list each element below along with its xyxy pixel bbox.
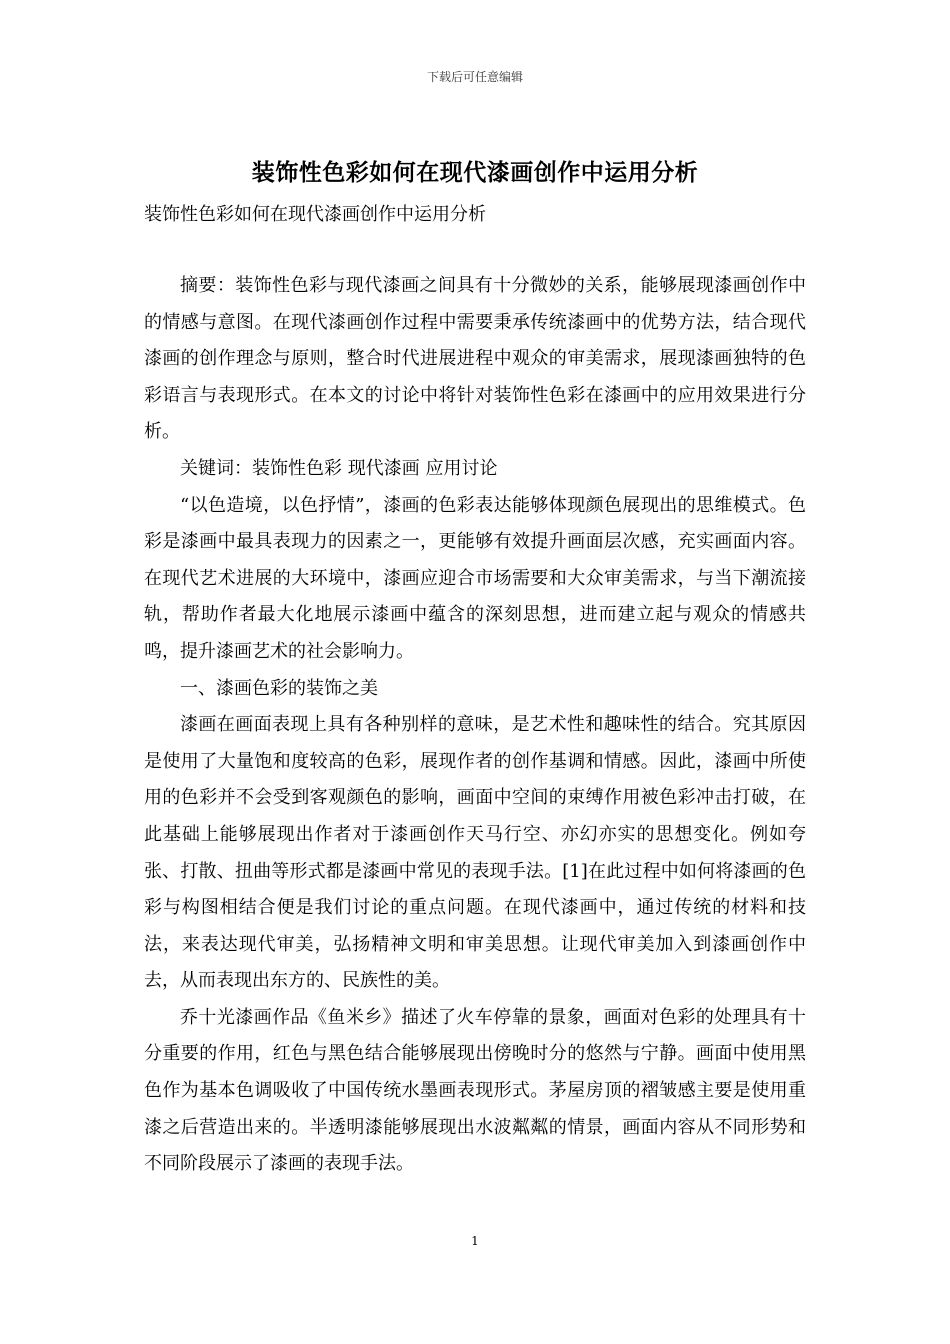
document-body [144, 268, 806, 1183]
document-subtitle: 装饰性色彩如何在现代漆画创作中运用分析 [144, 204, 486, 225]
body-paragraph: 乔十光漆画作品《鱼米乡》描述了火车停靠的景象，画面对色彩的处理具有十分重要的作用，红色与黑色结合能够展现出傍晚时分的悠然与宁静。画面中使用黑色作为基本色调吸收了中国传统水墨画表现形式。茅屋房顶的褶皱感主要是使用重漆之后营造出来的。半透明漆能够展现出水波粼粼的情景，画面内容从不同形势和不同阶段展示了漆画的表现手法。 [144, 1006, 806, 1175]
intro-paragraph: “以色造境，以色抒情”，漆画的色彩表达能够体现颜色展现出的思维模式。色彩是漆画中最具表现力的因素之一，更能够有效提升画面层次感，充实画面内容。在现代艺术进展的大环境中，漆画应迎合市场需要和大众审美需求，与当下潮流接轨，帮助作者最大化地展示漆画中蕴含的深刻思想，进而建立起与观众的情感共鸣，提升漆画艺术的社会影响力。 [144, 494, 806, 662]
abstract-paragraph: 摘要：装饰性色彩与现代漆画之间具有十分微妙的关系，能够展现漆画创作中的情感与意图。在现代漆画创作过程中需要秉承传统漆画中的优势方法，结合现代漆画的创作理念与原则，整合时代进展进程中观众的审美需求，展现漆画独特的色彩语言与表现形式。在本文的讨论中将针对装饰性色彩在漆画中的应用效果进行分析。 [144, 275, 806, 443]
section-heading: 一、漆画色彩的装饰之美 [180, 677, 378, 699]
page-number: 1 [471, 1234, 479, 1248]
keywords-paragraph: 关键词：装饰性色彩 现代漆画 应用讨论 [180, 457, 498, 479]
body-paragraph: 漆画在画面表现上具有各种别样的意味，是艺术性和趣味性的结合。究其原因是使用了大量饱和度较高的色彩，展现作者的创作基调和情感。因此，漆画中所使用的色彩并不会受到客观颜色的影响，画面中空间的束缚作用被色彩冲击打破，在此基础上能够展现出作者对于漆画创作天马行空、亦幻亦实的思想变化。例如夸张、打散、扭曲等形式都是漆画中常见的表现手法。[1]在此过程中如何将漆画的色彩与构图相结合便是我们讨论的重点问题。在现代漆画中，通过传统的材料和技法，来表达现代审美，弘扬精神文明和审美思想。让现代审美加入到漆画创作中去，从而表现出东方的、民族性的美。 [144, 714, 806, 992]
document-title: 装饰性色彩如何在现代漆画创作中运用分析 [251, 160, 699, 186]
header-note: 下载后可任意编辑 [426, 70, 523, 84]
